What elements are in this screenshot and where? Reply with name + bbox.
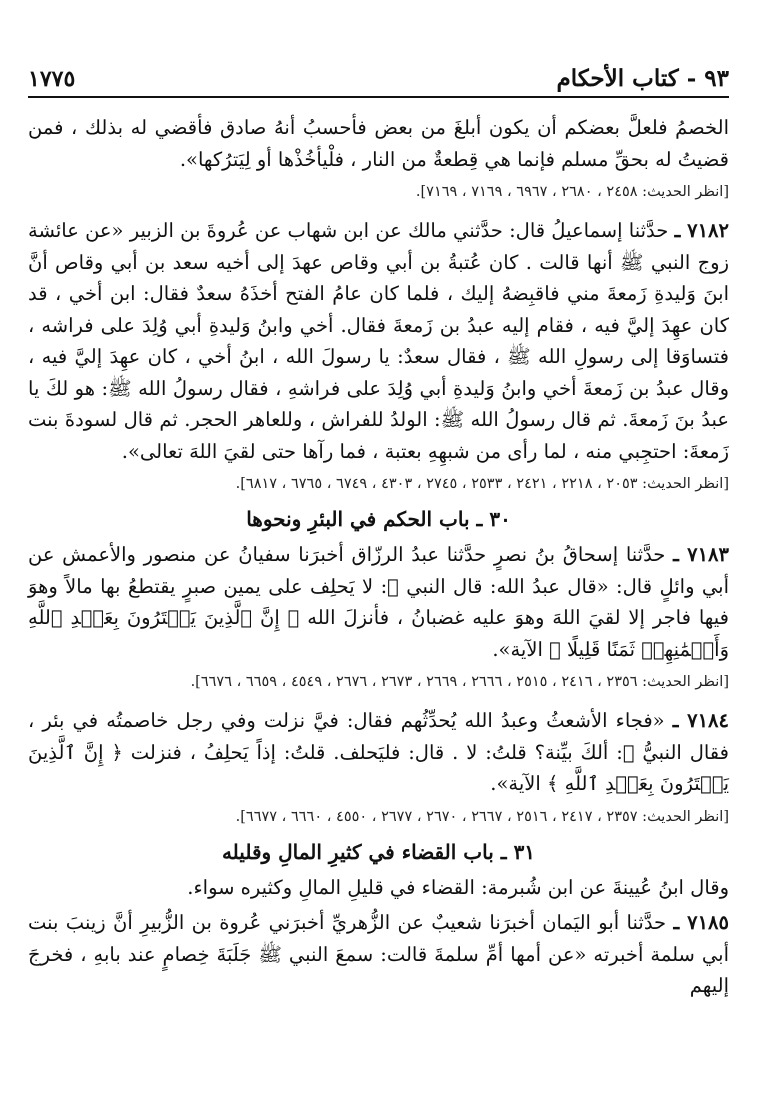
hadith-7184 [28,705,729,800]
hadith-7182 [28,215,729,467]
book-title: ٩٣ - كتاب الأحكام [556,65,729,92]
hadith-reference: [انظر الحديث: ٢٣٥٧ ، ٢٤١٧ ، ٢٥١٦ ، ٢٦٦٧ ، ٢٦٧٠ ، ٢٦٧٧ ، ٤٥٥٠ ، ٦٦٦٠ ، ٦٦٧٧]. [235,808,729,825]
page-body [28,112,729,1002]
hadith-number: ٧١٨٤ ـ [672,709,729,732]
chapter-heading-31: ٣١ ـ باب القضاء في كثيرِ المالِ وقليله [221,839,536,864]
page-number: ١٧٧٥ [28,66,76,92]
hadith-text: حدَّثنا إسحاقُ بنُ نصرٍ حدَّثنا عبدُ الرزّاق أخبرَنا سفيانُ عن منصور والأعمش عن أبي وائلٍ قال: «قال عبدُ الله: قال النبي ﷺ: لا يَحلِف على يمين صبرٍ يقتطعُ بها مالاً وهوَ فيها فاجر إلا لقيَ اللهَ وهوَ عليه غضبانُ ، فأنزلَ الله ﴿ إِنَّ ٱلَّذِينَ يَشۡتَرُونَ بِعَهۡدِ ٱللَّهِ وَأَيۡمَٰنِهِمۡ ثَمَنًا قَلِيلًا ﴾ الآية». [28,543,729,661]
hadith-reference: [انظر الحديث: ٢٣٥٦ ، ٢٤١٦ ، ٢٥١٥ ، ٢٦٦٦ ، ٢٦٦٩ ، ٢٦٧٣ ، ٢٦٧٦ ، ٤٥٤٩ ، ٦٦٥٩ ، ٦٦٧٦]. [190,674,729,690]
hadith-7183 [28,539,729,665]
page-header [28,58,729,98]
hadith-reference: [انظر الحديث: ٢٠٥٣ ، ٢٢١٨ ، ٢٤٢١ ، ٢٥٣٣ ، ٢٧٤٥ ، ٤٣٠٣ ، ٦٧٤٩ ، ٦٧٦٥ ، ٦٨١٧]. [235,476,729,492]
hadith-number: ٧١٨٥ ـ [673,911,729,934]
narration-paragraph [28,872,729,904]
hadith-text: حدَّثنا أبو اليَمان أخبرَنا شعيبٌ عن الزُّهريِّ أخبرَني عُروة بن الزُّبيرِ أنَّ زينبَ بنت أبي سلمة أخبرته «عن أمها أمِّ سلمةَ قالت: سمعَ النبي ﷺ جَلَبَةَ خِصامٍ عند بابهِ ، فخرجَ إليهم [28,911,729,997]
hadith-7185 [28,907,729,1002]
hadith-reference: [انظر الحديث: ٢٤٥٨ ، ٢٦٨٠ ، ٦٩٦٧ ، ٧١٦٩ ، ٧١٦٩]. [415,184,729,200]
hadith-text: حدَّثنا إسماعيلُ قال: حدَّثني مالك عن ابن شهاب عن عُروةَ بن الزبير «عن عائشة زوج النبي ﷺ أنها قالت . كان عُتبةُ بن أبي وقاص عهدَ إلى أخيه سعد بن أبي وقاص أنَّ ابنَ وَليدةِ زَمعةَ مني فاقبِضهُ إليك ، فلما كان عامُ الفتح أخذَهُ سعدٌ فقال: ابن أخي ، قد كان عهِدَ إليَّ فيه ، فقام إليه عبدُ بن زَمعةَ فقال. أخي وابنُ وَليدةِ أبي وُلِدَ على فراشه ، فتساوَقا إلى رسولِ الله ﷺ ، فقال سعدٌ: يا رسولَ الله ، ابنُ أخي ، كان عهِدَ إليَّ فيه ، وقال عبدُ بن زَمعةَ أخي وابنُ وَليدةِ أبي وُلِدَ على فراشهِ ، فقال رسولُ الله ﷺ: هو لكَ يا عبدُ بنَ زَمعةَ. ثم قال رسولُ الله ﷺ: الولدُ للفراش ، وللعاهر الحجر. ثم قال لسودةَ بنت زَمعةَ: احتجِبي منه ، لما رأى من شبهِهِ بعتبة ، فما رآها حتى لقيَ اللهَ تعالى». [28,219,729,463]
hadith-number: ٧١٨٢ ـ [674,219,729,242]
chapter-heading-30: ٣٠ ـ باب الحكم في البئرِ ونحوها [246,507,511,531]
hadith-text: «فجاء الأشعثُ وعبدُ الله يُحدِّثُهم فقال: فيَّ نزلت وفي رجل خاصمتُه في بئر ، فقال النبيُّ ﷺ: ألكَ بيِّنة؟ قلتُ: لا . قال: فليَحلف. قلتُ: إذاً يَحلِفُ ، فنزلت ﴿ إِنَّ ٱلَّذِينَ يَشۡتَرُونَ بِعَهۡدِ ٱللَّهِ ﴾ الآية». [28,709,729,795]
hadith-number: ٧١٨٣ ـ [673,543,729,566]
paragraph-text: الخصمُ فلعلَّ بعضكم أن يكون أبلغَ من بعض فأحسبُ أنهُ صادق فأقضي له بذلك ، فمن قضيتُ له بحقِّ مسلم فإنما هي قِطعةٌ من النار ، فلْيأخُذْها أو لِيَترُكها». [28,116,729,171]
paragraph-text: وقال ابنُ عُيينةَ عن ابن شُبرمة: القضاء في قليلِ المالِ وكثيره سواء. [187,875,729,899]
hadith-continuation [28,112,729,175]
